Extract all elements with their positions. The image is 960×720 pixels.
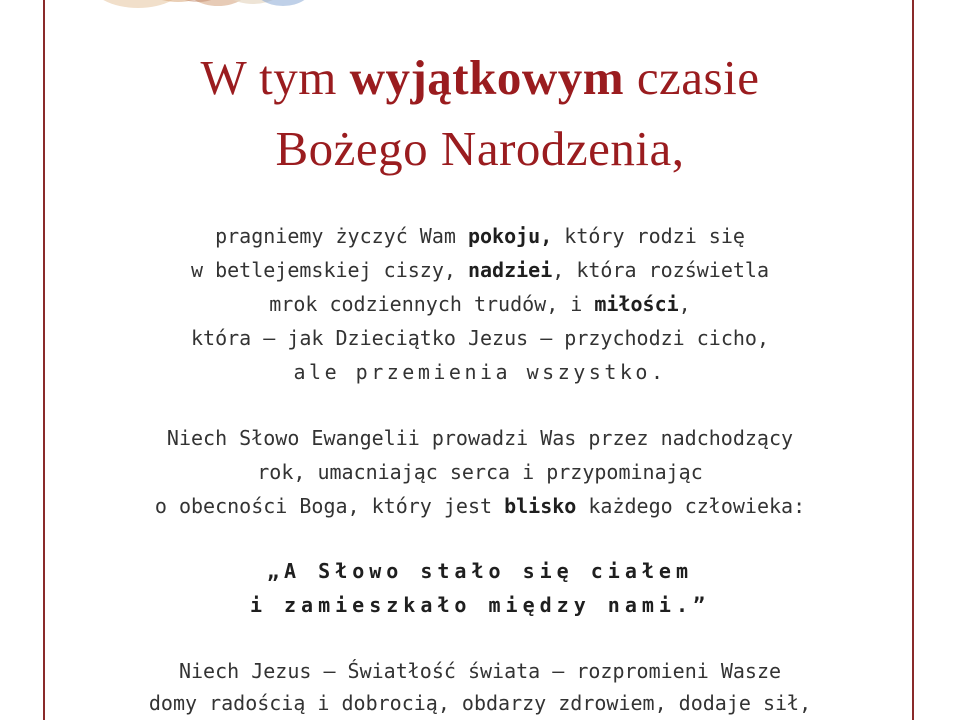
heading-line-1-c: czasie bbox=[624, 50, 760, 105]
heading-line-1-bold: wyjątkowym bbox=[349, 50, 625, 105]
quote-line-2: i zamieszkało między nami.” bbox=[249, 593, 711, 617]
heading-line-2: Bożego Narodzenia, bbox=[275, 121, 685, 176]
heading-line-1 bbox=[0, 48, 960, 108]
paragraph1-line-1 bbox=[0, 219, 960, 253]
p1-l2-c: , która rozświetla bbox=[552, 258, 769, 282]
heading-line-1-a: W tym bbox=[200, 50, 350, 105]
paragraph2-line-2: rok, umacniając serca i przypominając bbox=[257, 460, 703, 484]
p1-l1-a: pragniemy życzyć Wam bbox=[215, 224, 468, 248]
paragraph3-line-2: domy radością i dobrocią, obdarzy zdrowiem, dodaje sił, bbox=[148, 691, 812, 715]
p1-l3-bold: miłości bbox=[594, 292, 679, 316]
paragraph1-line-3 bbox=[0, 287, 960, 321]
p1-l3-c: , bbox=[678, 292, 691, 316]
paragraph1-line-2 bbox=[0, 253, 960, 287]
p1-l2-bold: nadziei bbox=[467, 258, 553, 282]
quote-line-1: „A Słowo stało się ciałem bbox=[266, 559, 694, 583]
p2-l3-bold: blisko bbox=[504, 494, 577, 518]
paragraph1-line-4: która – jak Dzieciątko Jezus – przychodzi cicho, bbox=[191, 326, 769, 350]
paragraph3-line-1: Niech Jezus – Światłość świata – rozpromieni Wasze bbox=[178, 659, 782, 683]
paragraph2-line-3 bbox=[0, 489, 960, 523]
p2-l3-a: o obecności Boga, który jest bbox=[154, 494, 505, 518]
p2-l3-c: każdego człowieka: bbox=[576, 494, 806, 518]
paragraph2-line-1: Niech Słowo Ewangelii prowadzi Was przez nadchodzący bbox=[166, 426, 794, 450]
p1-l1-c: który rodzi się bbox=[552, 224, 745, 248]
p1-l1-bold: pokoju, bbox=[467, 224, 553, 248]
p1-l3-a: mrok codziennych trudów, i bbox=[269, 292, 595, 316]
paragraph1-line-5: ale przemienia wszystko. bbox=[293, 360, 667, 384]
p1-l2-a: w betlejemskiej ciszy, bbox=[191, 258, 468, 282]
